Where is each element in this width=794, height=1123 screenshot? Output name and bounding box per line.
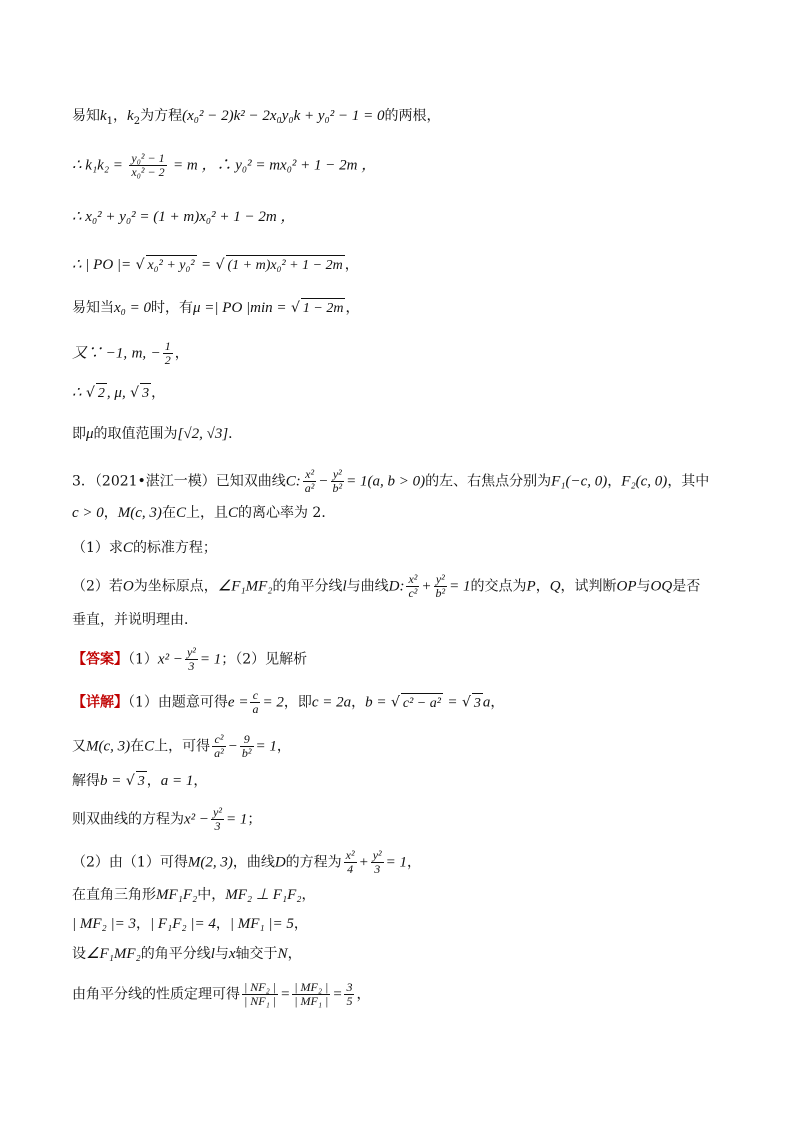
denominator: b²: [241, 746, 252, 760]
solution-line-3: [72, 207, 295, 227]
math: x: [228, 946, 236, 962]
math: C: [144, 738, 155, 755]
text: ，: [174, 345, 189, 362]
fraction: [211, 806, 224, 833]
math: −: [318, 473, 329, 490]
numerator: | MF₂ |: [294, 980, 329, 994]
text: ，: [151, 385, 166, 401]
math: | F₁F₂ |= 4: [150, 916, 216, 932]
math: | MF₁ |= 5: [229, 916, 294, 932]
denominator: a²: [304, 481, 315, 495]
math: , μ,: [106, 385, 126, 401]
math: ∴ | PO |=: [72, 257, 132, 273]
denominator: 3: [214, 819, 221, 833]
numerator: y²: [434, 573, 448, 587]
question-3-line-1: [72, 468, 709, 495]
math: b =: [100, 773, 122, 789]
numerator: y₀² − 1: [131, 151, 165, 165]
detail-line-3: 解得b = √ 3 ，a = 1，: [72, 771, 207, 792]
math: μ =| PO |min =: [193, 300, 287, 316]
text: ，: [293, 916, 308, 932]
math: | MF₂ |= 3: [72, 916, 136, 932]
fraction: [242, 981, 278, 1008]
text: ，即: [283, 694, 312, 711]
text: ，: [356, 986, 371, 1003]
math: ∠F₁MF₂: [86, 946, 141, 962]
text: 在: [130, 738, 145, 755]
text: ，: [407, 854, 422, 871]
denominator: x₀² − 2: [131, 165, 165, 179]
denominator: | NF₁ |: [244, 994, 277, 1008]
question-part-2: [72, 573, 700, 600]
fraction: [292, 981, 330, 1008]
math: D: [274, 854, 286, 871]
numerator: y²: [213, 805, 222, 819]
text: ．: [228, 426, 243, 442]
numerator: x²: [408, 572, 418, 586]
math: M(c, 3): [117, 505, 162, 521]
fraction: [331, 468, 345, 495]
text: 与: [636, 578, 651, 595]
radicand: c² − a²: [401, 693, 443, 714]
math: P: [526, 578, 536, 595]
fraction: [250, 689, 260, 716]
detail-label: 【详解】: [72, 694, 128, 711]
numerator: y²: [186, 645, 196, 659]
solution-line-7: ∴ √ 2 , μ, √ 3 ，: [72, 383, 165, 404]
math: −: [227, 738, 238, 755]
denominator: b²: [332, 481, 343, 495]
text: 则双曲线的方程为: [72, 811, 184, 828]
math: a: [482, 694, 491, 711]
math: c = 2a: [311, 694, 352, 711]
text: （2）若: [72, 578, 123, 595]
numerator: | NF₂ |: [244, 980, 277, 994]
fraction: [371, 849, 384, 876]
question-part-2-line-2: [72, 610, 198, 630]
radicand: 2: [96, 383, 107, 404]
text: 易知当: [72, 300, 114, 316]
denominator: 4: [347, 862, 354, 876]
math: m,: [131, 345, 147, 362]
text: 的离心率为 2．: [237, 505, 336, 521]
math: x² −: [184, 811, 210, 828]
text: 上，且: [185, 505, 228, 521]
denominator: 3: [374, 862, 381, 876]
text: 3．（2021•湛江一模）已知双曲线: [72, 473, 286, 490]
text: 的两根，: [384, 108, 441, 124]
numerator: y²: [372, 848, 382, 862]
numerator: y²: [331, 468, 345, 482]
radicand: 3: [472, 693, 483, 714]
math: +: [358, 854, 369, 871]
text: ，: [345, 300, 360, 316]
math: k: [127, 108, 134, 124]
math: (x₀² − 2)k² − 2x₀y₀k + y₀² − 1 = 0: [182, 108, 385, 124]
math: b =: [365, 694, 387, 711]
fraction: [240, 733, 254, 760]
fraction: [129, 152, 166, 179]
denominator: c²: [408, 586, 418, 600]
text: 中，: [197, 887, 226, 903]
text: 的角平分线: [272, 578, 343, 595]
denominator: 3: [188, 659, 195, 673]
math: = 1: [255, 738, 277, 755]
text: 上，可得: [154, 738, 211, 755]
math: ∴ k₁k₂ =: [72, 157, 123, 174]
radicand: 3: [140, 383, 151, 404]
detail-line-9: [72, 981, 370, 1008]
math: C: [122, 540, 133, 556]
fraction: [344, 981, 354, 1008]
text: 的交点为: [470, 578, 527, 595]
math: x₀ = 0: [114, 300, 151, 316]
math: O: [122, 578, 134, 595]
math: l: [342, 578, 347, 595]
math: μ: [86, 426, 94, 442]
math: C: [227, 505, 238, 521]
numerator: x²: [303, 468, 317, 482]
text: ，其中: [667, 473, 710, 490]
math: F₁(−c, 0): [551, 473, 608, 490]
detail-line-5: [72, 849, 421, 876]
answer-line: [72, 646, 307, 673]
math: M(2, 3): [187, 854, 233, 871]
detail-line-1: 【详解】（1）由题意可得e = $\frac{c}{a}$ = 2，即c = 2a，b = √ c² − a² = √ 3 a，: [72, 688, 505, 716]
text: ，: [607, 473, 622, 490]
text: ，: [301, 887, 316, 903]
answer-label: 【答案】: [72, 651, 128, 668]
math: MF₁F₂: [156, 887, 198, 903]
text: ，: [193, 773, 208, 789]
math: M(c, 3): [86, 738, 131, 755]
text: 由角平分线的性质定理可得: [72, 986, 240, 1003]
text: 设: [72, 946, 86, 962]
text: ，: [351, 694, 366, 711]
text: 又: [72, 738, 86, 755]
math: C:: [285, 473, 301, 490]
text: 即: [72, 426, 86, 442]
math: OP: [616, 578, 637, 595]
text: ，: [276, 738, 291, 755]
text: ，: [113, 108, 128, 124]
math: a = 1: [160, 773, 194, 789]
math: = 1: [385, 854, 408, 871]
text: ，: [535, 578, 550, 595]
solution-line-1: 易知$k_1$，$k_2$为方程(x₀² − 2)k² − 2x₀y₀k + y₀² − 1 = 0的两根，: [72, 108, 441, 127]
text: 易知: [72, 108, 100, 124]
math: = 1: [225, 811, 248, 828]
math: ∠F₁MF₂: [217, 578, 273, 595]
numerator: x²: [345, 848, 355, 862]
denominator: 5: [346, 994, 353, 1008]
math: x² −: [157, 651, 183, 668]
fraction: [303, 468, 317, 495]
text: 是否: [672, 578, 701, 595]
solution-line-8: [72, 424, 242, 444]
detail-line-7: [72, 914, 308, 934]
text: 的取值范围为: [93, 426, 178, 442]
math: =: [280, 986, 291, 1003]
math: k: [100, 108, 107, 124]
text: 为坐标原点，: [133, 578, 218, 595]
text: 在: [161, 505, 176, 521]
math: ∴ x₀² + y₀² = (1 + m)x₀² + 1 − 2m ，: [72, 209, 296, 225]
detail-line-4: [72, 806, 261, 833]
detail-line-2: [72, 733, 291, 760]
math: ∴: [72, 385, 82, 401]
denominator: 2: [164, 353, 171, 367]
text: 的角平分线: [140, 946, 211, 962]
text: 垂直，并说明理由．: [72, 612, 198, 628]
text: （1）: [128, 651, 158, 668]
fraction: [185, 646, 198, 673]
text: （1）由题意可得: [128, 694, 228, 711]
fraction: [344, 849, 357, 876]
math: =: [332, 986, 343, 1003]
text: ，: [136, 916, 150, 932]
numerator: 1: [164, 339, 171, 353]
text: 的方程为: [285, 854, 342, 871]
text: ，: [146, 773, 161, 789]
math: MF₂ ⊥ F₁F₂: [225, 887, 302, 903]
math: −: [150, 345, 161, 362]
detail-line-8: [72, 944, 302, 964]
text: 时，有: [151, 300, 193, 316]
math: [√2, √3]: [177, 426, 229, 442]
question-3-line-2: [72, 503, 335, 523]
text: ，: [490, 694, 505, 711]
numerator: c: [250, 689, 260, 703]
text: ，: [215, 916, 230, 932]
math: N: [277, 946, 288, 962]
text: ；: [247, 811, 262, 828]
radicand: (1 + m)x₀² + 1 − 2m: [226, 255, 345, 276]
radicand: 3: [136, 771, 147, 792]
math: c > 0: [72, 505, 104, 521]
radicand: x₀² + y₀²: [146, 255, 197, 276]
denominator: a²: [214, 746, 224, 760]
text: （1）求: [72, 540, 123, 556]
math: = 1: [449, 578, 471, 595]
math: 又∵ −1,: [72, 345, 128, 362]
text: 为方程: [140, 108, 183, 124]
text: ；（2）见解析: [221, 651, 308, 668]
math: F₂(c, 0): [621, 473, 668, 490]
numerator: c²: [212, 733, 226, 747]
text: 的左、右焦点分别为: [425, 473, 552, 490]
text: （2）由（1）可得: [72, 854, 188, 871]
fraction: [434, 573, 448, 600]
math: D:: [388, 578, 405, 595]
text: ，曲线: [232, 854, 275, 871]
text: 与曲线: [346, 578, 389, 595]
fraction: [212, 733, 226, 760]
fraction: [406, 573, 419, 600]
text: ，: [103, 505, 118, 521]
solution-line-2: [72, 152, 376, 179]
text: ，: [287, 946, 302, 962]
math: C: [175, 505, 186, 521]
text: 与: [214, 946, 229, 962]
numerator: 9: [240, 733, 254, 747]
math: = m ，∴ y₀² = mx₀² + 1 − 2m ，: [173, 157, 377, 174]
math: e =: [227, 694, 249, 711]
text: 在直角三角形: [72, 887, 156, 903]
solution-line-5: 易知当x₀ = 0时，有μ =| PO |min = √ 1 − 2m ，: [72, 298, 359, 319]
math: =: [201, 257, 212, 273]
math: +: [421, 578, 432, 595]
math: = 2: [262, 694, 284, 711]
math: Q: [549, 578, 561, 595]
math: = 1: [199, 651, 222, 668]
denominator: | MF₁ |: [294, 994, 329, 1008]
solution-line-4: ∴ | PO |= √ x₀² + y₀² = √ (1 + m)x₀² + 1 − 2m ，: [72, 255, 359, 276]
question-part-1: [72, 538, 217, 558]
solution-line-6: [72, 340, 189, 367]
math: l: [210, 946, 215, 962]
text: 轴交于: [235, 946, 278, 962]
text: 解得: [72, 773, 100, 789]
text: 的标准方程；: [132, 540, 217, 556]
detail-line-6: [72, 885, 315, 905]
math: OQ: [650, 578, 673, 595]
text: ，试判断: [560, 578, 617, 595]
math: = 1(a, b > 0): [346, 473, 426, 490]
denominator: b²: [435, 586, 446, 600]
radicand: 1 − 2m: [301, 298, 346, 319]
denominator: a: [252, 702, 259, 716]
text: ，: [344, 257, 359, 273]
math: =: [447, 694, 458, 711]
numerator: 3: [346, 980, 353, 994]
fraction: [163, 340, 173, 367]
